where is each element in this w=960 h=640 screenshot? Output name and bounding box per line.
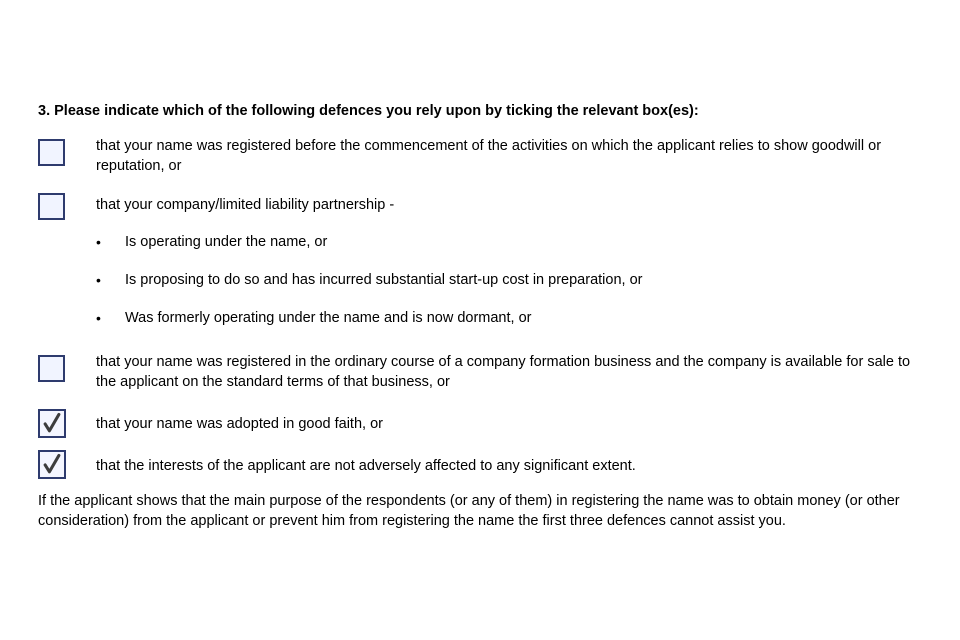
defence-checkbox-good-faith[interactable] xyxy=(38,409,66,438)
defence-option-registered-before: that your name was registered before the commencement of the activities on which the applicant relies to show goodwill or reputation, or xyxy=(96,138,882,174)
bullet-icon: • xyxy=(96,272,101,288)
defence-option-company-operating: that your company/limited liability partnership - xyxy=(96,197,395,213)
defence-checkbox-registered-before[interactable] xyxy=(38,139,65,166)
bullet-icon: • xyxy=(96,310,101,326)
question-heading: 3. Please indicate which of the following defences you rely upon by ticking the relevant box(es): xyxy=(38,103,699,119)
sub-item-dormant: Was formerly operating under the name and is now dormant, or xyxy=(125,310,532,326)
defence-option-not-adversely-affected: that the interests of the applicant are not adversely affected to any significant extent. xyxy=(96,458,636,474)
defence-checkbox-not-adversely-affected[interactable] xyxy=(38,450,66,479)
sub-item-operating: Is operating under the name, or xyxy=(125,234,328,250)
defence-checkbox-company-operating[interactable] xyxy=(38,193,65,220)
sub-item-proposing: Is proposing to do so and has incurred substantial start-up cost in preparation, or xyxy=(125,272,643,288)
bullet-icon: • xyxy=(96,234,101,250)
checkmark-icon xyxy=(40,452,64,477)
defence-option-good-faith: that your name was adopted in good faith, or xyxy=(96,416,383,432)
checkmark-icon xyxy=(40,411,64,436)
defence-option-formation-business: that your name was registered in the ordinary course of a company formation business and the company is available for sale to the applicant on the standard terms of that business, or xyxy=(96,354,911,390)
footnote-paragraph: If the applicant shows that the main purpose of the respondents (or any of them) in registering the name was to obtain money (or other consideration) from the applicant or prevent him from registering the name the first three defences cannot assist you. xyxy=(38,493,900,529)
defence-checkbox-formation-business[interactable] xyxy=(38,355,65,382)
